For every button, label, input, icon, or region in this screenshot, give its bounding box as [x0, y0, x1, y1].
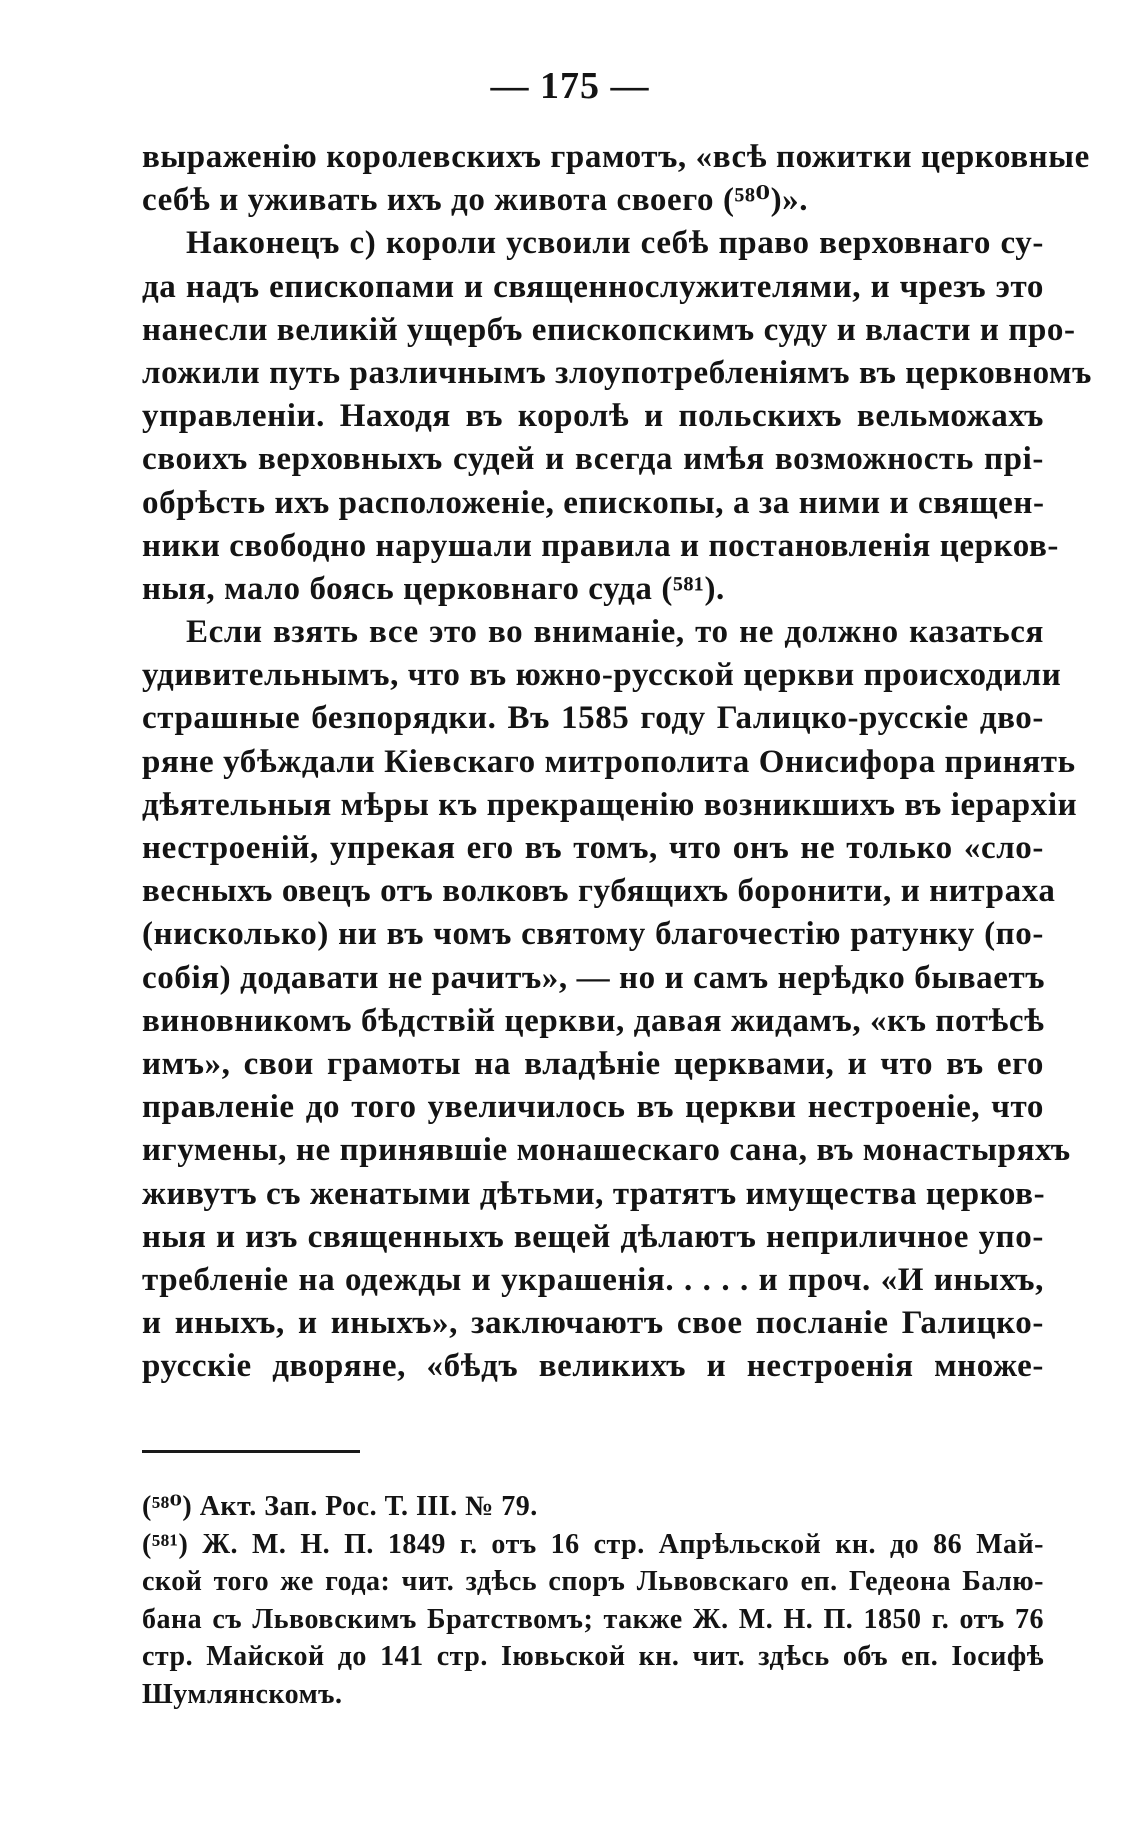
- footnote-line: стр. Майской до 141 стр. Іювьской кн. чит. здѣсь объ еп. Іосифѣ: [142, 1641, 1044, 1672]
- footnote-line: ской того же года: чит. здѣсь споръ Львовскаго еп. Гедеона Балю-: [142, 1566, 1044, 1597]
- text-line: виновникомъ бѣдствій церкви, давая жидамъ, «къ потѣсѣ: [142, 1002, 1045, 1039]
- text-line: нестроеній, упрекая его въ томъ, что онъ не только «сло-: [142, 830, 1044, 866]
- footnotes: [142, 1488, 1044, 1713]
- text-line: дѣятельныя мѣры къ прекращенію возникшихъ въ іерархіи: [142, 786, 1078, 823]
- footnote-line: (⁵⁸⁰) Акт. Зап. Рос. Т. III. № 79.: [142, 1491, 538, 1522]
- text-line: правленіе до того увеличилось въ церкви нестроеніе, что: [142, 1089, 1044, 1126]
- text-line: своихъ верховныхъ судей и всегда имѣя возможность прі-: [142, 441, 1044, 478]
- text-line: Если взять все это во вниманіе, то не должно казаться: [186, 614, 1044, 651]
- footnote-line: (⁵⁸¹) Ж. М. Н. П. 1849 г. отъ 16 стр. Апрѣльской кн. до 86 Май-: [142, 1528, 1044, 1560]
- text-line: собія) додавати не рачитъ», — но и самъ нерѣдко бываетъ: [142, 959, 1046, 996]
- text-line: нанесли великій ущербъ епископскимъ суду и власти и про-: [142, 311, 1076, 348]
- text-line: (нисколько) ни въ чомъ святому благочестію ратунку (по-: [142, 916, 1044, 953]
- footnote-line: Шумлянскомъ.: [142, 1678, 343, 1710]
- text-line: ряне убѣждали Кіевскаго митрополита Онисифора принять: [142, 743, 1076, 780]
- text-line: себѣ и уживать ихъ до живота своего (⁵⁸⁰)».: [142, 182, 809, 219]
- main-text: [142, 136, 1092, 1388]
- text-line: русскіе дворяне, «бѣдъ великихъ и нестроенія множе-: [142, 1348, 1044, 1385]
- page-number: — 175 —: [490, 65, 650, 107]
- text-line: живутъ съ женатыми дѣтьми, тратятъ имущества церков-: [142, 1175, 1046, 1212]
- text-line: имъ», свои грамоты на владѣніе церквами, и что въ его: [142, 1045, 1044, 1082]
- text-line: обрѣсть ихъ расположеніе, епископы, а за ними и священ-: [142, 484, 1045, 521]
- text-line: Наконецъ c) короли усвоили себѣ право верховнаго су-: [186, 225, 1044, 262]
- text-line: да надъ епископами и священнослужителями, и чрезъ это: [142, 268, 1044, 305]
- text-line: требленіе на одежды и украшенія. . . . . и проч. «И иныхъ,: [142, 1261, 1044, 1298]
- text-line: и иныхъ, и иныхъ», заключаютъ свое посланіе Галицко-: [142, 1305, 1044, 1342]
- text-line: удивительнымъ, что въ южно-русской церкви происходили: [142, 657, 1062, 694]
- text-line: ныя, мало боясь церковнаго суда (⁵⁸¹).: [142, 570, 725, 607]
- text-line: ники свободно нарушали правила и постановленія церков-: [142, 527, 1059, 564]
- text-line: страшные безпорядки. Въ 1585 году Галицко-русскіе дво-: [142, 700, 1044, 737]
- footnote-separator: [142, 1450, 360, 1453]
- text-line: управленіи. Находя въ королѣ и польскихъ вельможахъ: [142, 398, 1044, 435]
- text-line: ныя и изъ священныхъ вещей дѣлаютъ неприличное упо-: [142, 1218, 1044, 1255]
- text-line: игумены, не принявшіе монашескаго сана, въ монастыряхъ: [142, 1132, 1071, 1169]
- text-line: выраженію королевскихъ грамотъ, «всѣ пожитки церковные: [142, 139, 1090, 175]
- text-line: весныхъ овецъ отъ волковъ губящихъ боронити, и нитраха: [142, 873, 1056, 910]
- footnote-line: бана съ Львовскимъ Братствомъ; также Ж. М. Н. П. 1850 г. отъ 76: [142, 1603, 1044, 1635]
- text-line: ложили путь различнымъ злоупотребленіямъ въ церковномъ: [142, 354, 1092, 391]
